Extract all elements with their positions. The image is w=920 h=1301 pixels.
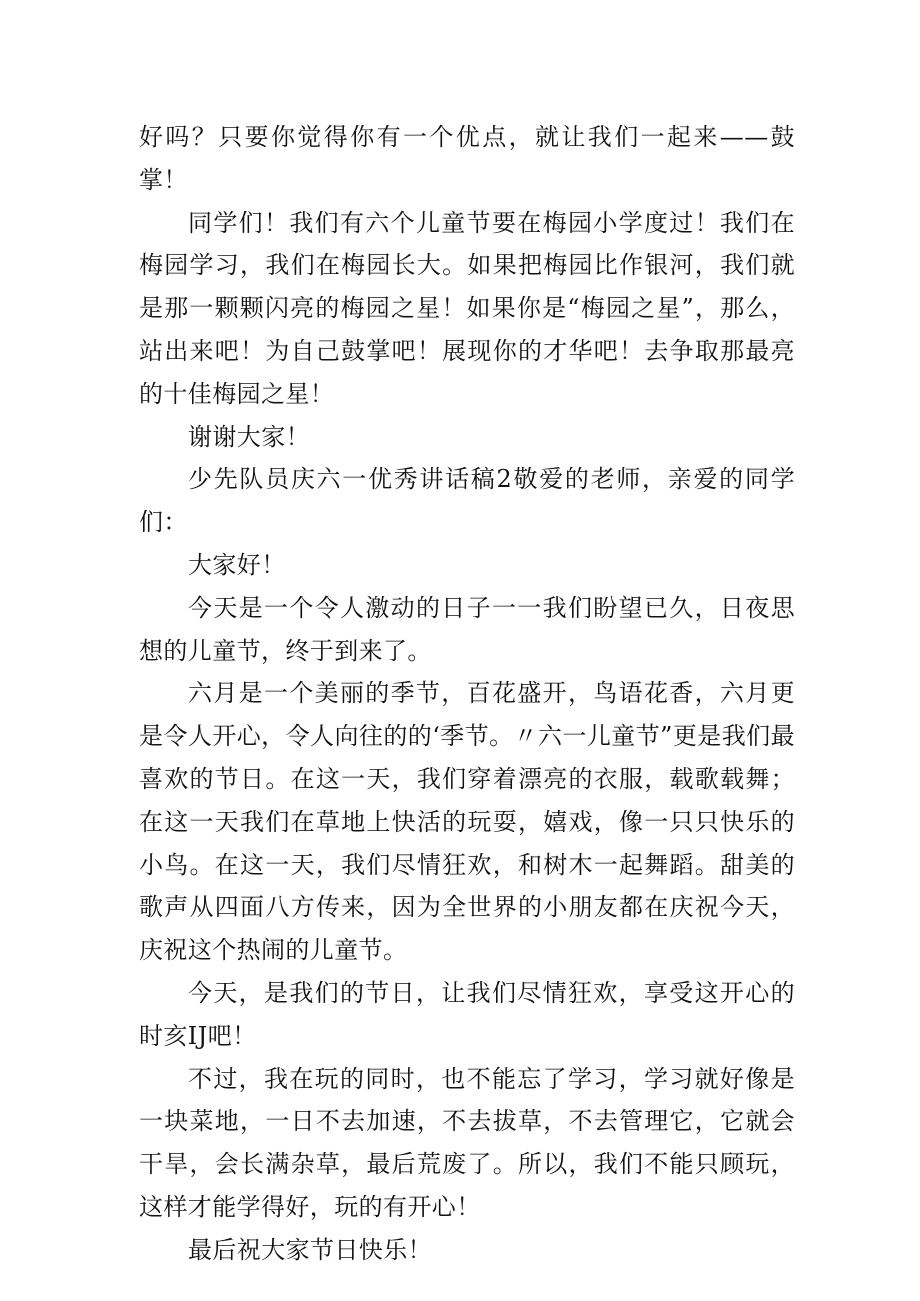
document-body bbox=[139, 116, 795, 1272]
paragraph-1: 好吗？只要你觉得你有一个优点，就让我们一起来——鼓掌！ bbox=[139, 123, 795, 194]
paragraph-9: 不过，我在玩的同时，也不能忘了学习，学习就好像是一块菜地，一日不去加速，不去拔草，不去管理它，它就会干旱，会长满杂草，最后荒废了。所以，我们不能只顾玩，这样才能学得好，玩的有开心！ bbox=[139, 1064, 795, 1221]
paragraph-4: 少先队员庆六一优秀讲话稿2敬爱的老师，亲爱的同学们： bbox=[139, 465, 795, 537]
paragraph-10: 最后祝大家节日快乐！ bbox=[188, 1235, 432, 1264]
paragraph-6: 今天是一个令人激动的日子一一我们盼望已久，日夜思想的儿童节，终于到来了。 bbox=[139, 593, 795, 665]
paragraph-2: 同学们！我们有六个儿童节要在梅园小学度过！我们在梅园学习，我们在梅园长大。如果把梅园比作银河，我们就是那一颗颗闪亮的梅园之星！如果你是“梅园之星”，那么，站出来吧！为自己鼓掌吧！展现你的才华吧！去争取那最亮的十佳梅园之星！ bbox=[139, 208, 795, 408]
paragraph-8: 今天，是我们的节日，让我们尽情狂欢，享受这开心的时亥IJ吧！ bbox=[139, 978, 795, 1050]
paragraph-3: 谢谢大家！ bbox=[188, 422, 310, 451]
paragraph-5: 大家好！ bbox=[188, 550, 286, 579]
paragraph-7: 六月是一个美丽的季节，百花盛开，鸟语花香，六月更是令人开心，令人向往的的‘季节。〃六一儿童节”更是我们最喜欢的节日。在这一天，我们穿着漂亮的衣服，载歌载舞；在这一天我们在草地上快活的玩耍，嬉戏，像一只只快乐的小鸟。在这一天，我们尽情狂欢，和树木一起舞蹈。甜美的歌声从四面八方传来，因为全世界的小朋友都在庆祝今天，庆祝这个热闹的儿童节。 bbox=[139, 679, 795, 965]
